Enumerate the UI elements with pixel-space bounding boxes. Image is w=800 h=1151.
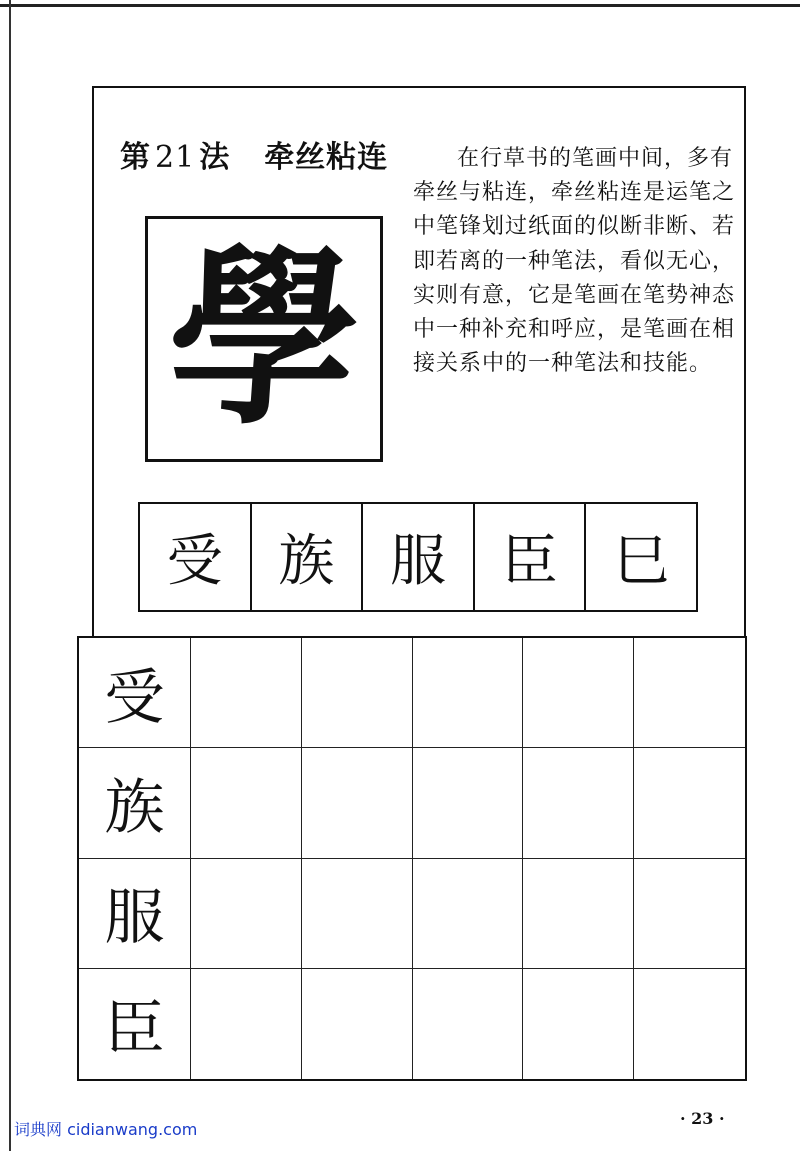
lesson-description: 在行草书的笔画中间，多有牵丝与粘连，牵丝粘连是运笔之中笔锋划过纸面的似断非断、若即若离的一种笔法，看似无心，实则有意，它是笔画在笔势神态中一种补充和呼应，是笔画在相接关系中的一种笔法和技能。 — [413, 146, 736, 377]
practice-cell[interactable] — [302, 638, 413, 748]
practice-cell[interactable] — [523, 859, 634, 969]
site-watermark[interactable]: 词典网 cidianwang.com — [14, 1120, 198, 1139]
left-border-line — [9, 0, 11, 1151]
practice-cell[interactable] — [302, 969, 413, 1079]
page-number: · 23 · — [680, 1109, 725, 1128]
practice-cell[interactable] — [302, 859, 413, 969]
practice-cell[interactable] — [413, 969, 524, 1079]
practice-model-char: 服 — [79, 859, 191, 969]
practice-cell[interactable] — [523, 638, 634, 748]
practice-cell[interactable] — [634, 638, 745, 748]
practice-cell[interactable] — [523, 969, 634, 1079]
practice-grid — [77, 636, 747, 1081]
title-suffix: 法 — [199, 140, 231, 175]
practice-cell[interactable] — [191, 638, 302, 748]
top-border-line — [0, 4, 800, 7]
sample-cell: 族 — [252, 504, 364, 610]
example-character: 學 — [161, 227, 367, 450]
practice-cell[interactable] — [413, 638, 524, 748]
practice-cell[interactable] — [634, 969, 745, 1079]
sample-cell: 服 — [363, 504, 475, 610]
sample-character-row — [138, 502, 698, 612]
lesson-title — [120, 132, 388, 176]
practice-cell[interactable] — [523, 748, 634, 858]
practice-model-char: 臣 — [79, 969, 191, 1079]
example-character-box — [145, 216, 383, 462]
title-number: 21 — [155, 140, 196, 175]
title-name: 牵丝粘连 — [264, 140, 389, 175]
practice-model-char: 受 — [79, 638, 191, 748]
practice-cell[interactable] — [191, 748, 302, 858]
sample-cell: 巳 — [613, 529, 670, 594]
practice-cell[interactable] — [634, 748, 745, 858]
practice-cell[interactable] — [302, 748, 413, 858]
practice-cell[interactable] — [413, 859, 524, 969]
practice-cell[interactable] — [191, 859, 302, 969]
title-prefix: 第 — [120, 140, 151, 175]
sample-cell: 臣 — [475, 504, 587, 610]
practice-cell[interactable] — [634, 859, 745, 969]
practice-model-char: 族 — [79, 748, 191, 858]
practice-cell[interactable] — [191, 969, 302, 1079]
practice-cell[interactable] — [413, 748, 524, 858]
sample-cell: 受 — [140, 504, 252, 610]
